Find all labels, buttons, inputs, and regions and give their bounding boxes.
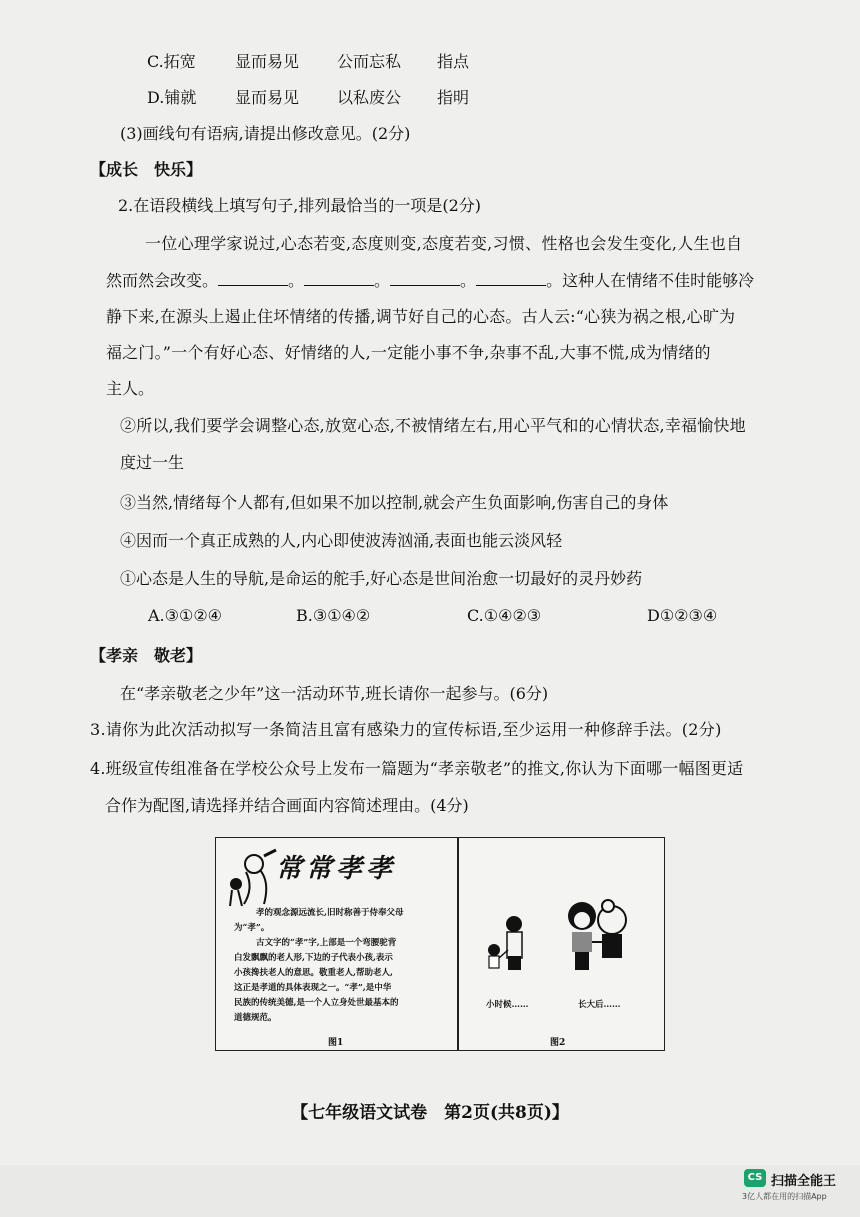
q2-paragraph-line1: 一位心理学家说过,心态若变,态度则变,态度若变,习惯、性格也会发生变化,人生也自 [145, 234, 743, 253]
figure1-text-line8: 道德规范。 [234, 1013, 277, 1023]
elder-child-illustration [224, 848, 279, 908]
activity-intro: 在“孝亲敬老之少年”这一活动环节,班长请你一起参与。(6分) [120, 684, 549, 703]
figure-divider [457, 838, 459, 1050]
q2-sentence-1: ①心态是人生的导航,是命运的舵手,好心态是世间治愈一切最好的灵丹妙药 [120, 569, 643, 588]
blank-2 [304, 271, 374, 286]
figure1-text-line4: 白发飘飘的老人形,下边的子代表小孩,表示 [234, 953, 393, 963]
blank-1 [218, 271, 288, 286]
camscanner-logo-icon: CS [744, 1169, 766, 1187]
q2-paragraph-line5: 主人。 [106, 379, 155, 398]
q2-para-l2-end: 。这种人在情绪不佳时能够冷 [546, 271, 755, 290]
q2-sentence-2-line2: 度过一生 [120, 453, 185, 472]
figure1-caption: 图1 [328, 1038, 344, 1048]
q2-paragraph-line4: 福之门。”一个有好心态、好情绪的人,一定能小事不争,杂事不乱,大事不慌,成为情绪的 [106, 343, 711, 362]
q2-sentence-2-line1: ②所以,我们要学会调整心态,放宽心态,不被情绪左右,用心平气和的心情状态,幸福愉快地 [120, 416, 746, 435]
figure1-text-line6: 这正是孝道的具体表现之一。“孝”,是中华 [234, 983, 392, 993]
q4-stem-line1: 4.班级宣传组准备在学校公众号上发布一篇题为“孝亲敬老”的推文,你认为下面哪一幅图更适 [90, 759, 744, 778]
figure1-text-line7: 民族的传统美德,是一个人立身处世最基本的 [234, 998, 399, 1008]
q2-paragraph-line2: 然而然会改变。 。 。 。 。这种人在情绪不佳时能够冷 [106, 271, 755, 290]
blank-3 [390, 271, 460, 286]
figure1-text-line1: 孝的观念源远流长,旧时称善于侍奉父母 [256, 908, 404, 918]
section-heading-growth: 【成长 快乐】 [90, 160, 203, 179]
q2-sentence-4: ④因而一个真正成熟的人,内心即使波涛汹涌,表面也能云淡风轻 [120, 531, 563, 550]
q2-option-a: A.③①②④ [148, 606, 223, 625]
brand-tagline: 3亿人都在用的扫描App [742, 1192, 827, 1201]
q2-paragraph-line3: 静下来,在源头上遏止住坏情绪的传播,调节好自己的心态。古人云:“心狭为祸之根,心旷为 [106, 307, 736, 326]
q4-stem-line2: 合作为配图,请选择并结合画面内容简述理由。(4分) [105, 796, 469, 815]
page-footer: 【七年级语文试卷 第2页(共8页)】 [291, 1103, 569, 1123]
q1-option-d: D.铺就 显而易见 以私废公 指明 [147, 88, 470, 107]
q2-option-d: D①②③④ [647, 606, 718, 625]
q2-para-l2-start: 然而然会改变。 [106, 271, 219, 290]
blank-4 [476, 271, 546, 286]
figure1-text-line2: 为“孝”。 [234, 923, 270, 933]
figure-panel [215, 837, 665, 1051]
figure1-text-line5: 小孩搀扶老人的意思。敬重老人,帮助老人, [234, 968, 393, 978]
figure2-label-childhood: 小时候…… [486, 1000, 529, 1010]
figure2-caption: 图2 [550, 1038, 566, 1048]
q1-option-c: C.拓宽 显而易见 公而忘私 指点 [147, 52, 470, 71]
parent-child-cartoon [474, 898, 654, 988]
figure1-title: 常常孝孝 [276, 854, 397, 884]
brand-name: 扫描全能王 [771, 1174, 837, 1189]
q2-sentence-3: ③当然,情绪每个人都有,但如果不加以控制,就会产生负面影响,伤害自己的身体 [120, 493, 669, 512]
q2-option-b: B.③①④② [296, 606, 371, 625]
q2-stem: 2.在语段横线上填写句子,排列最恰当的一项是(2分) [118, 196, 482, 215]
q3-stem: 3.请你为此次活动拟写一条简洁且富有感染力的宣传标语,至少运用一种修辞手法。(2分) [90, 720, 722, 739]
figure2-label-grownup: 长大后…… [578, 1000, 621, 1010]
q1-sub3: (3)画线句有语病,请提出修改意见。(2分) [120, 124, 411, 143]
figure1-text-line3: 古文字的“孝”字,上部是一个弯腰驼背 [256, 938, 397, 948]
q2-option-c: C.①④②③ [467, 606, 542, 625]
section-heading-filial: 【孝亲 敬老】 [90, 646, 203, 665]
